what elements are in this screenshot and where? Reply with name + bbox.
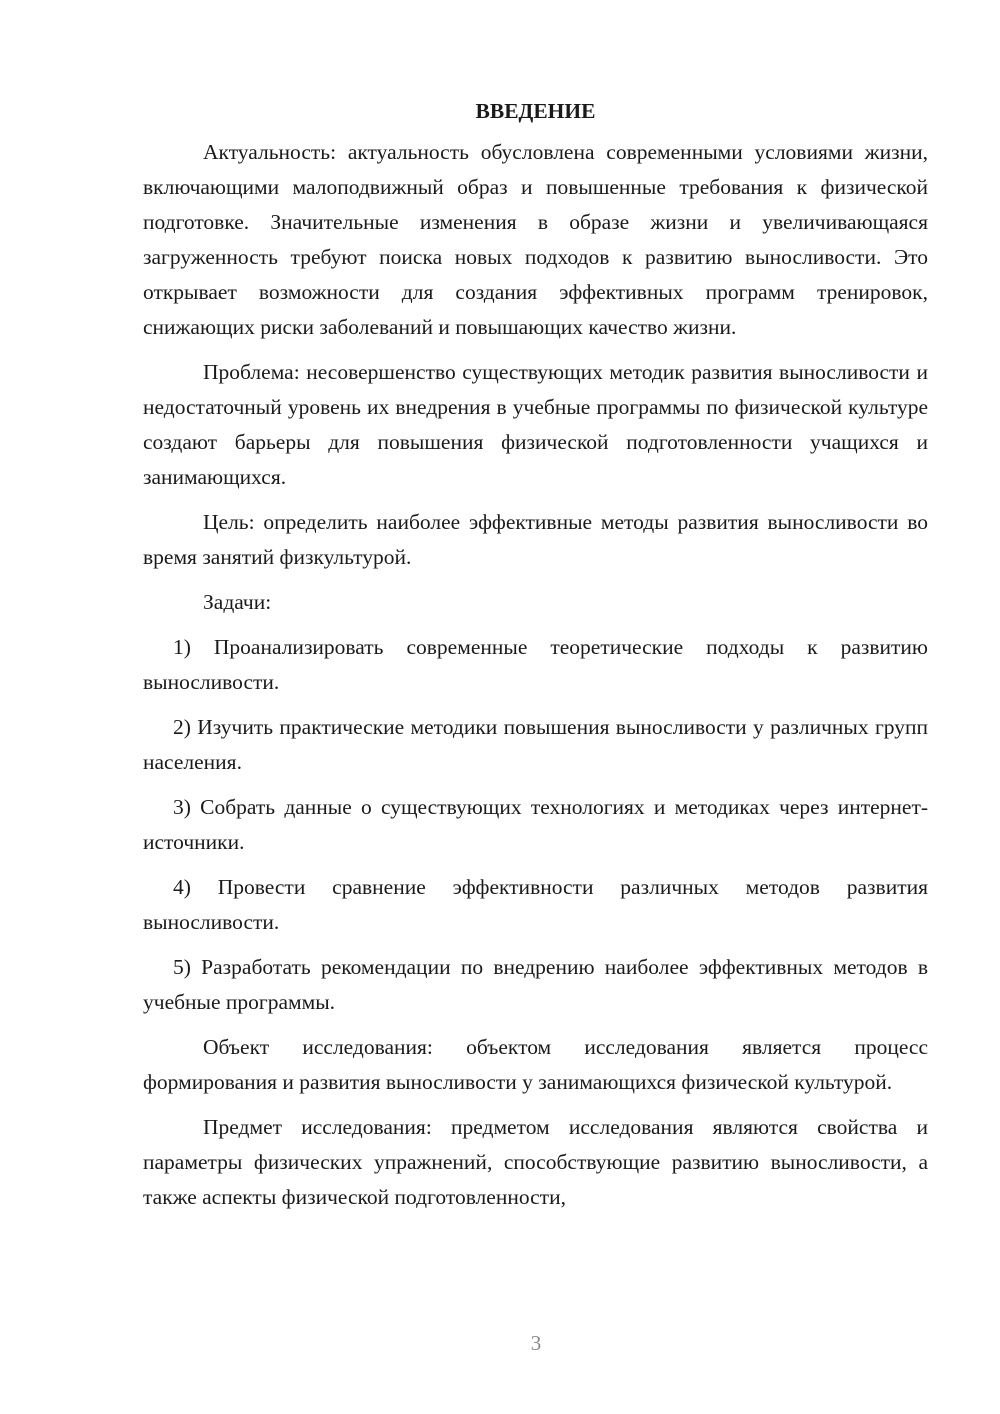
object-paragraph: Объект исследования: объектом исследования является процесс формирования и развития выносливости у занимающихся физической культурой. xyxy=(143,1035,928,1094)
page-number: 3 xyxy=(530,1331,542,1355)
task-item: 1) Проанализировать современные теоретические подходы к развитию выносливости. xyxy=(143,635,928,694)
relevance-paragraph: Актуальность: актуальность обусловлена современными условиями жизни, включающими малоподвижный образ и повышенные требования к физической подготовке. Значительные изменения в образе жизни и увеличивающаяся загруженность требуют поиска новых подходов к развитию выносливости. Это открывает возможности для создания эффективных программ тренировок, снижающих риски заболеваний и повышающих качество жизни. xyxy=(143,140,928,339)
task-item: 3) Собрать данные о существующих технологиях и методиках через интернет-источники. xyxy=(143,795,928,854)
subject-paragraph: Предмет исследования: предметом исследования являются свойства и параметры физических упражнений, способствующие развитию выносливости, а также аспекты физической подготовленности, xyxy=(143,1115,928,1209)
problem-paragraph: Проблема: несовершенство существующих методик развития выносливости и недостаточный уровень их внедрения в учебные программы по физической культуре создают барьеры для повышения физической подготовленности учащихся и занимающихся. xyxy=(143,360,928,489)
task-item: 5) Разработать рекомендации по внедрению наиболее эффективных методов в учебные программы. xyxy=(143,955,928,1014)
tasks-label: Задачи: xyxy=(203,590,272,614)
section-heading: ВВЕДЕНИЕ xyxy=(475,99,596,123)
document-page xyxy=(143,92,928,1225)
task-item: 2) Изучить практические методики повышения выносливости у различных групп населения. xyxy=(143,715,928,774)
task-item: 4) Провести сравнение эффективности различных методов развития выносливости. xyxy=(143,875,928,934)
goal-paragraph: Цель: определить наиболее эффективные методы развития выносливости во время занятий физкультурой. xyxy=(143,510,928,569)
